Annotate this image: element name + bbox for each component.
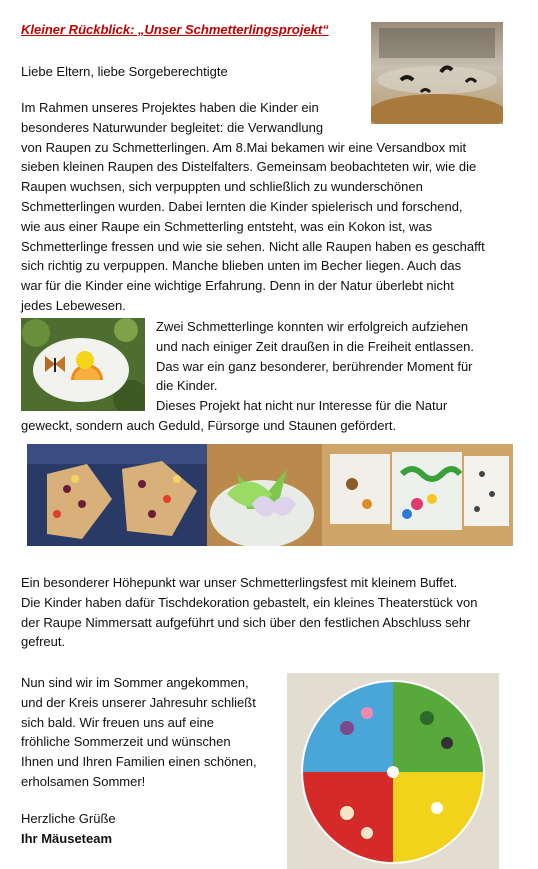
- signature-wrapper: [21, 829, 112, 849]
- text-line: Ein besonderer Höhepunkt war unser Schmetterlingsfest mit kleinem Buffet.: [21, 575, 458, 590]
- closing: Herzliche Grüße: [21, 811, 116, 826]
- paragraph-project-intro: [21, 98, 511, 316]
- paragraph-release: [156, 317, 516, 416]
- text-line: Raupen wuchsen, sich verpuppten und schließlich zu wunderschönen: [21, 179, 423, 195]
- text-line: erholsamen Sommer!: [21, 773, 146, 789]
- text-line: Zwei Schmetterlinge konnten wir erfolgreich aufziehen: [156, 319, 469, 334]
- text-line: besonderes Naturwunder begleitet: die Verwandlung: [21, 119, 324, 135]
- text-line: Im Rahmen unseres Projektes haben die Kinder ein: [21, 100, 319, 115]
- text-line: jedes Lebewesen.: [21, 297, 126, 313]
- text-line: und der Kreis unserer Jahresuhr schließt: [21, 694, 256, 710]
- text-line: Die Kinder haben dafür Tischdekoration gebastelt, ein kleines Theaterstück von: [21, 594, 478, 610]
- text-line: Dieses Projekt hat nicht nur Interesse für die Natur: [156, 398, 448, 414]
- paragraph-release-last-line: geweckt, sondern auch Geduld, Fürsorge und Staunen gefördert.: [21, 418, 397, 433]
- newsletter-title: Kleiner Rückblick: „Unser Schmetterlingsprojekt“: [21, 22, 329, 37]
- text-line: Das war ein ganz besonderer, berührender Moment für: [156, 358, 473, 374]
- text-line: die Kinder.: [156, 378, 218, 394]
- text-line: Schmetterlinge fressen und wie sie sehen. Nicht alle Raupen haben es geschafft: [21, 238, 485, 254]
- butterfly-plate-photo: [21, 318, 145, 411]
- signature: Ihr Mäuseteam: [21, 831, 113, 846]
- text-line: wie aus einer Raupe ein Schmetterling entsteht, was ein Kokon ist, was: [21, 218, 433, 234]
- table-decoration-photo: [207, 444, 322, 546]
- text-line: sich bald. Wir freuen uns auf eine: [21, 714, 214, 730]
- caterpillar-box-photo: [371, 22, 503, 124]
- text-line: Nun sind wir im Sommer angekommen,: [21, 675, 249, 690]
- text-line: der Raupe Nimmersatt aufgeführt und sich über den festlichen Abschluss sehr: [21, 614, 471, 630]
- buffet-fruit-photo: [27, 444, 207, 546]
- crafts-photo: [322, 444, 513, 546]
- text-line: von Raupen zu Schmetterlingen. Am 8.Mai bekamen wir eine Versandbox mit: [21, 139, 467, 155]
- greeting: Liebe Eltern, liebe Sorgeberechtigte: [21, 64, 228, 79]
- text-line: fröhliche Sommerzeit und wünschen: [21, 734, 231, 750]
- text-line: sieben kleinen Raupen des Distelfalters. Gemeinsam beobachteten wir, wie die: [21, 159, 477, 175]
- seasons-wheel-photo: [287, 673, 499, 869]
- text-line: und nach einiger Zeit draußen in die Freiheit entlassen.: [156, 338, 474, 354]
- text-line: gefreut.: [21, 634, 66, 650]
- paragraph-summer: [21, 673, 281, 792]
- text-line: Schmetterlingen wurden. Dabei lernten die Kinder spielerisch und forschend,: [21, 198, 463, 214]
- text-line: war für die Kinder eine wichtige Erfahrung. Denn in der Natur überlebt nicht: [21, 278, 454, 294]
- paragraph-festival: [21, 573, 516, 652]
- text-line: sich richtig zu verpuppen. Manche blieben unten im Becher liegen. Auch das: [21, 258, 462, 274]
- text-line: Ihnen und Ihren Familien einen schönen,: [21, 754, 257, 770]
